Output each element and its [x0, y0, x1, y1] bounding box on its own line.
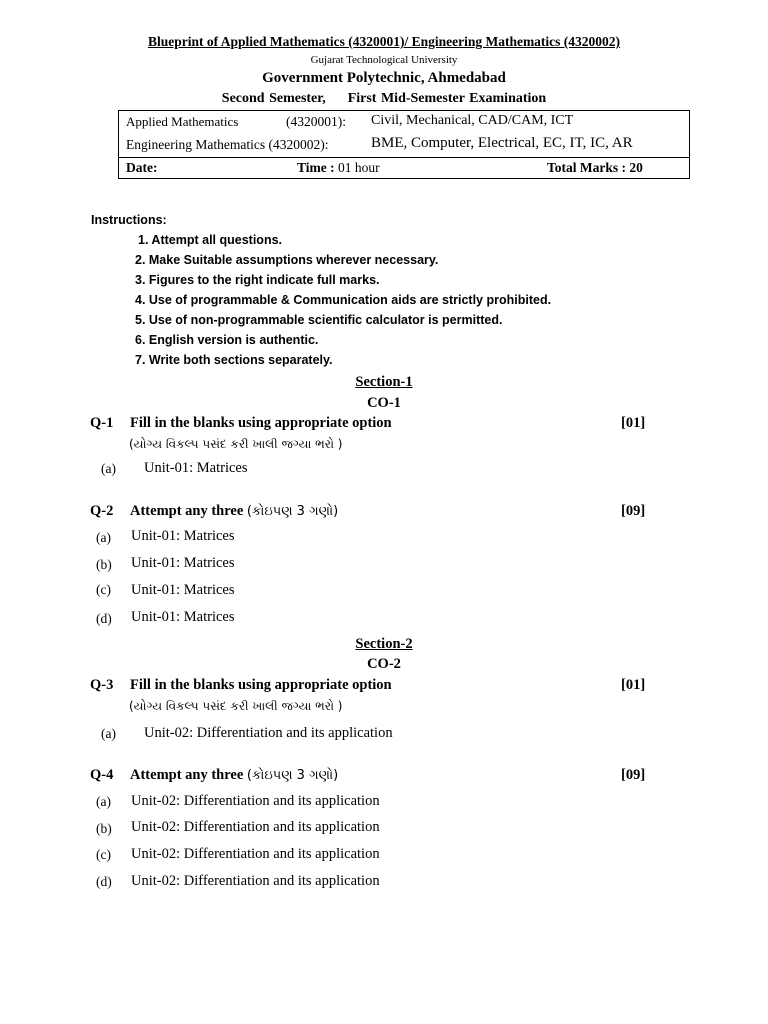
instructions-title: Instructions:: [91, 213, 167, 227]
sub-question-text: Unit-02: Differentiation and its application: [131, 873, 380, 889]
info-row-date-time: [119, 158, 689, 178]
question-2: [90, 503, 338, 520]
question-text: Fill in the blanks using appropriate option: [130, 415, 392, 431]
sub-question-label: (a): [96, 530, 111, 545]
sub-question-label: (d): [96, 874, 112, 889]
sub-question-label: (b): [96, 557, 112, 572]
section-2-title: Section-2: [355, 636, 413, 652]
question-4-gujarati: (કોઇપણ 3 ગણો): [246, 768, 339, 783]
question-number: Q-3: [90, 677, 114, 693]
question-text: Attempt any three: [130, 503, 244, 519]
instruction-item: 1. Attempt all questions.: [138, 233, 283, 247]
instruction-item: 3. Figures to the right indicate full marks.: [135, 273, 380, 287]
section-2-co: CO-2: [367, 656, 401, 672]
question-number: Q-1: [90, 415, 114, 431]
university-name: Gujarat Technological University: [310, 54, 458, 66]
question-4: [90, 767, 338, 784]
sub-question-text: Unit-01: Matrices: [131, 528, 235, 544]
instruction-item: 6. English version is authentic.: [135, 333, 319, 347]
info-row-engineering: [119, 133, 689, 158]
question-number: Q-2: [90, 503, 114, 519]
semester-label: Second Semester,: [221, 91, 326, 106]
document-title: Blueprint of Applied Mathematics (4320001)/ Engineering Mathematics (4320002): [147, 34, 621, 49]
question-4-marks: [09]: [621, 767, 646, 783]
sub-question-label: (a): [96, 794, 111, 809]
branches-applied: Civil, Mechanical, CAD/CAM, ICT: [371, 113, 574, 128]
exam-label: First Mid-Semester Examination: [347, 91, 547, 106]
question-number: Q-4: [90, 767, 114, 783]
time-value: 01 hour: [338, 160, 380, 175]
sub-question-text: Unit-02: Differentiation and its application: [131, 846, 380, 862]
sub-question-text: Unit-01: Matrices: [144, 460, 248, 476]
institute-name: Government Polytechnic, Ahmedabad: [262, 70, 506, 86]
section-1-title: Section-1: [355, 374, 413, 390]
question-1-marks: [01]: [621, 415, 646, 431]
question-3: [90, 677, 392, 694]
info-row-applied: [119, 111, 689, 133]
sub-question-label: (c): [96, 847, 111, 862]
exam-info-box: [118, 110, 690, 179]
section-1-co: CO-1: [367, 395, 401, 411]
instruction-item: 5. Use of non-programmable scientific calculator is permitted.: [135, 313, 503, 327]
sub-question-text: Unit-01: Matrices: [131, 609, 235, 625]
sub-question-text: Unit-02: Differentiation and its application: [131, 819, 380, 835]
sub-question-label: (b): [96, 821, 112, 836]
sub-question-text: Unit-02: Differentiation and its application: [144, 725, 393, 741]
time-label: Time :: [297, 160, 335, 175]
question-1: [90, 415, 392, 432]
question-3-marks: [01]: [621, 677, 646, 693]
sub-question-text: Unit-02: Differentiation and its application: [131, 793, 380, 809]
subject-engineering: Engineering Mathematics (4320002):: [126, 137, 329, 152]
subject-applied: Applied Mathematics: [126, 114, 239, 129]
sub-question-label: (d): [96, 611, 112, 626]
question-text: Fill in the blanks using appropriate option: [130, 677, 392, 693]
instruction-item: 2. Make Suitable assumptions wherever necessary.: [135, 253, 439, 267]
sub-question-label: (c): [96, 582, 111, 597]
total-marks: Total Marks : 20: [547, 160, 643, 175]
question-3-gujarati: (યોગ્ય વિકલ્પ પસંદ કરી ખાલી જગ્યા ભરો ): [129, 699, 343, 713]
sub-question-text: Unit-01: Matrices: [131, 582, 235, 598]
question-2-marks: [09]: [621, 503, 646, 519]
question-2-gujarati: (કોઇપણ 3 ગણો): [246, 504, 339, 519]
sub-question-text: Unit-01: Matrices: [131, 555, 235, 571]
instruction-item: 7. Write both sections separately.: [135, 353, 333, 367]
exam-heading: [0, 91, 768, 107]
sub-question-label: (a): [101, 461, 116, 476]
question-1-gujarati: (યોગ્ય વિકલ્પ પસંદ કરી ખાલી જગ્યા ભરો ): [129, 437, 343, 451]
date-label: Date:: [126, 160, 158, 175]
code-applied: (4320001):: [286, 114, 346, 129]
sub-question-label: (a): [101, 726, 116, 741]
branches-engineering: BME, Computer, Electrical, EC, IT, IC, AR: [371, 135, 633, 151]
question-text: Attempt any three: [130, 767, 244, 783]
instruction-item: 4. Use of programmable & Communication aids are strictly prohibited.: [135, 293, 552, 307]
